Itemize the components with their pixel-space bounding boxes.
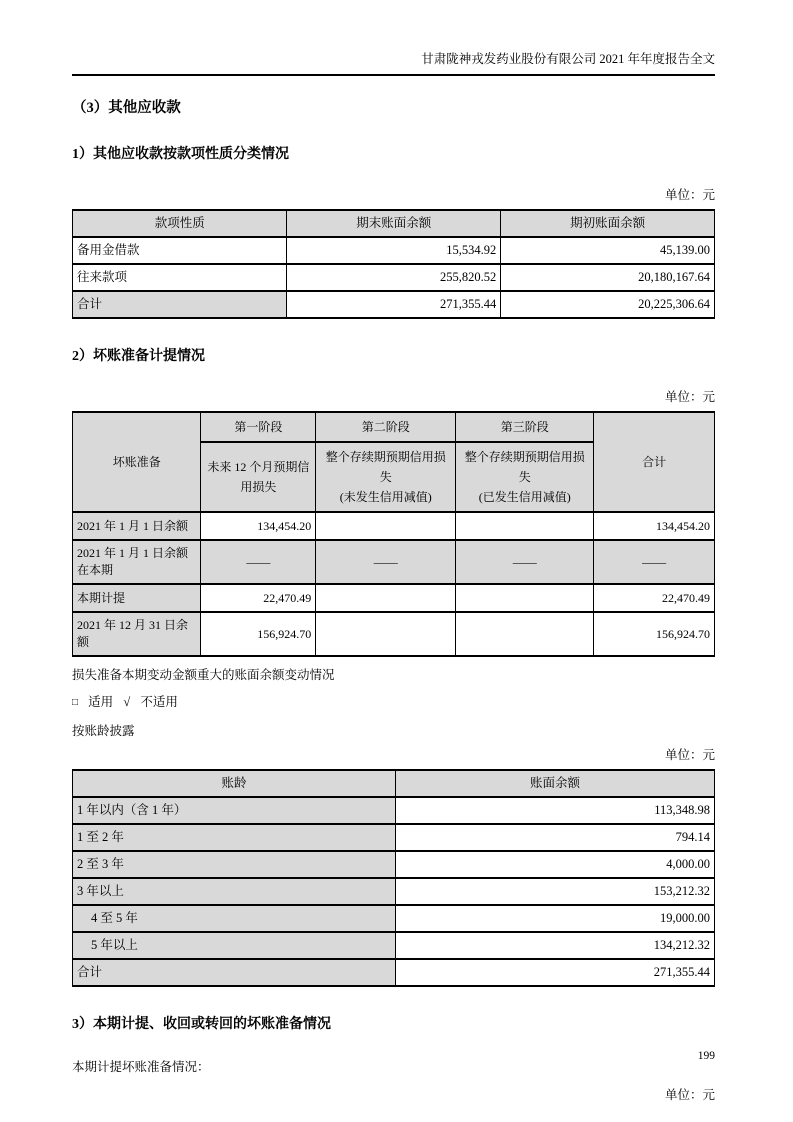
unit-label-3: 单位：元	[664, 748, 715, 762]
section-heading: （3）其他应收款	[72, 100, 181, 116]
table-row	[73, 612, 715, 656]
column-header-stage3: 第三阶段	[456, 412, 594, 442]
row-label: 往来款项	[73, 264, 287, 291]
balance-value: 19,000.00	[395, 905, 714, 932]
row-label: 备用金借款	[73, 237, 287, 264]
balance-value: 153,212.32	[395, 878, 714, 905]
page-header	[72, 50, 715, 76]
checkbox-unchecked-icon: □	[72, 697, 79, 708]
table-row	[73, 824, 715, 851]
table-row	[73, 512, 715, 540]
stage2-value	[316, 584, 456, 612]
age-label: 4 至 5 年	[73, 905, 396, 932]
stage3-value	[456, 612, 594, 656]
total-value: 134,454.20	[594, 512, 715, 540]
total-value: 156,924.70	[594, 612, 715, 656]
ending-balance-total: 271,355.44	[287, 291, 501, 318]
check-icon: √	[123, 695, 131, 709]
classification-table	[72, 209, 715, 319]
stage2-value	[316, 512, 456, 540]
table-row	[73, 878, 715, 905]
age-label: 5 年以上	[73, 932, 396, 959]
provision-header-row-1	[73, 412, 715, 442]
balance-value: 113,348.98	[395, 797, 714, 824]
beginning-balance-value: 20,180,167.64	[501, 264, 715, 291]
table-row	[73, 540, 715, 584]
age-label: 3 年以上	[73, 878, 396, 905]
beginning-balance-total: 20,225,306.64	[501, 291, 715, 318]
table-row	[73, 264, 715, 291]
stage3-value: ——	[456, 540, 594, 584]
stage1-value: 156,924.70	[201, 612, 316, 656]
column-header-stage2: 第二阶段	[316, 412, 456, 442]
column-header-ending-balance: 期末账面余额	[287, 210, 501, 237]
subsection2-heading: 2）坏账准备计提情况	[72, 349, 205, 364]
row-label: 2021 年 1 月 1 日余额	[73, 512, 201, 540]
provision-subtitle: 本期计提坏账准备情况：	[72, 1060, 210, 1074]
balance-value: 134,212.32	[395, 932, 714, 959]
ending-balance-value: 15,534.92	[287, 237, 501, 264]
column-header-stage1: 第一阶段	[201, 412, 316, 442]
table-row	[73, 851, 715, 878]
stage3-value	[456, 512, 594, 540]
ending-balance-value: 255,820.52	[287, 264, 501, 291]
change-note: 损失准备本期变动金额重大的账面余额变动情况	[72, 668, 335, 682]
total-value: ——	[594, 540, 715, 584]
stage1-value: ——	[201, 540, 316, 584]
total-value: 22,470.49	[594, 584, 715, 612]
table-row	[73, 237, 715, 264]
report-title: 甘肃陇神戎发药业股份有限公司 2021 年年度报告全文	[421, 52, 715, 66]
page-number: 199	[697, 1050, 715, 1062]
subsection1-heading: 1）其他应收款按款项性质分类情况	[72, 147, 289, 162]
row-label: 本期计提	[73, 584, 201, 612]
applicability-line	[72, 692, 715, 710]
column-subheader-stage3: 整个存续期预期信用损失 (已发生信用减值)	[456, 442, 594, 512]
column-header-age: 账龄	[73, 770, 396, 797]
aging-header-row	[73, 770, 715, 797]
column-header-item: 坏账准备	[73, 412, 201, 512]
column-subheader-stage2: 整个存续期预期信用损失 (未发生信用减值)	[316, 442, 456, 512]
beginning-balance-value: 45,139.00	[501, 237, 715, 264]
total-row-label: 合计	[73, 291, 287, 318]
row-label: 2021 年 1 月 1 日余额在本期	[73, 540, 201, 584]
age-label: 1 至 2 年	[73, 824, 396, 851]
aging-disclosure-heading: 按账龄披露	[72, 724, 135, 738]
unit-label-4: 单位：元	[664, 1088, 715, 1102]
bad-debt-provision-table	[72, 411, 715, 657]
applicable-label: 适用	[88, 695, 114, 709]
column-header-nature: 款项性质	[73, 210, 287, 237]
balance-value: 794.14	[395, 824, 714, 851]
row-label: 2021 年 12 月 31 日余额	[73, 612, 201, 656]
column-header-total: 合计	[594, 412, 715, 512]
table-row-total	[73, 291, 715, 318]
stage2-value: ——	[316, 540, 456, 584]
table-row	[73, 584, 715, 612]
column-header-beginning-balance: 期初账面余额	[501, 210, 715, 237]
aging-table	[72, 769, 715, 987]
table-row	[73, 932, 715, 959]
stage2-value	[316, 612, 456, 656]
column-subheader-stage1: 未来 12 个月预期信用损失	[201, 442, 316, 512]
table-row	[73, 797, 715, 824]
table-row	[73, 905, 715, 932]
balance-total: 271,355.44	[395, 959, 714, 986]
balance-value: 4,000.00	[395, 851, 714, 878]
stage1-value: 134,454.20	[201, 512, 316, 540]
classification-header-row	[73, 210, 715, 237]
stage1-value: 22,470.49	[201, 584, 316, 612]
column-header-balance: 账面余额	[395, 770, 714, 797]
table-row-total	[73, 959, 715, 986]
stage3-value	[456, 584, 594, 612]
age-label: 1 年以内（含 1 年）	[73, 797, 396, 824]
age-label: 2 至 3 年	[73, 851, 396, 878]
unit-label-2: 单位：元	[664, 390, 715, 404]
unit-label-1: 单位：元	[664, 188, 715, 202]
subsection3-heading: 3）本期计提、收回或转回的坏账准备情况	[72, 1017, 331, 1032]
total-row-label: 合计	[73, 959, 396, 986]
not-applicable-label: 不适用	[140, 695, 178, 709]
